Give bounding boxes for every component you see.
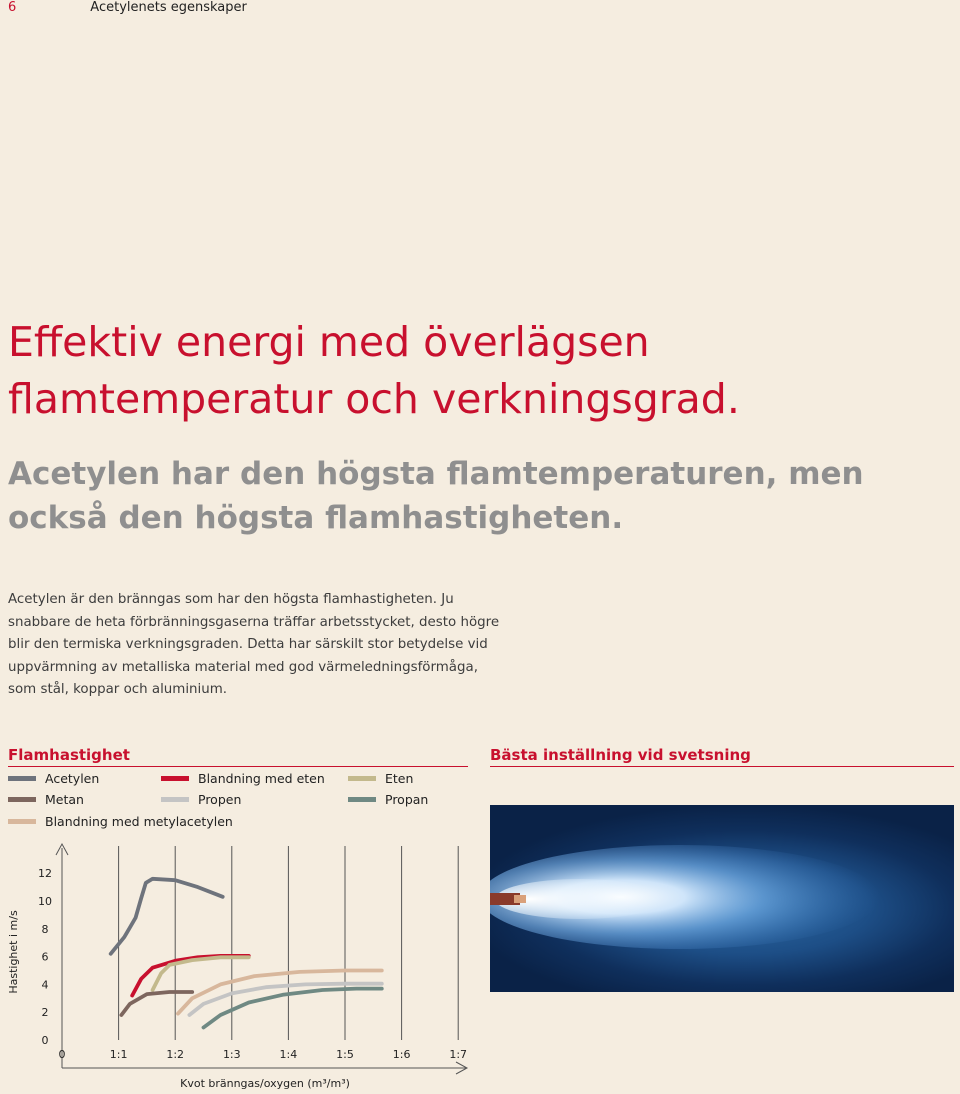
chart-title: Flamhastighet — [8, 746, 130, 764]
legend-item — [8, 813, 233, 829]
x-axis-label: Kvot bränngas/oxygen (m³/m³) — [180, 1077, 350, 1090]
legend-swatch — [161, 776, 189, 781]
chart-title-rule — [8, 766, 468, 767]
legend-label: Blandning med eten — [198, 770, 325, 786]
legend-item — [348, 791, 428, 807]
legend-swatch — [348, 776, 376, 781]
y-tick-label: 2 — [41, 1006, 49, 1020]
y-tick-label: 8 — [41, 922, 49, 936]
series-line — [111, 879, 223, 954]
subheadline: Acetylen har den högsta flamtemperaturen, men också den högsta flamhastigheten. — [8, 456, 864, 536]
photo-section-title: Bästa inställning vid svetsning — [490, 746, 751, 764]
legend-swatch — [348, 797, 376, 802]
page-header — [8, 0, 247, 16]
legend-item — [8, 791, 84, 807]
x-tick-labels — [59, 1048, 468, 1061]
legend-swatch — [8, 776, 36, 781]
page-number: 6 — [8, 0, 17, 15]
header-title: Acetylenets egenskaper — [90, 0, 247, 15]
legend-item — [161, 791, 241, 807]
y-tick-label: 6 — [41, 950, 49, 964]
y-tick-label: 12 — [38, 867, 52, 881]
y-tick-label: 10 — [38, 895, 52, 908]
x-tick-label: 1:1 — [109, 1048, 128, 1061]
headline: Effektiv energi med överlägsen flamtemperatur och verkningsgrad. — [8, 318, 740, 423]
legend-label: Propan — [385, 791, 429, 807]
legend-label: Blandning med metylacetylen — [45, 813, 233, 829]
y-tick-label: 0 — [41, 1034, 49, 1047]
photo-title-rule — [490, 766, 954, 767]
legend-item — [8, 770, 99, 786]
x-tick-label: 1:7 — [449, 1048, 468, 1061]
x-tick-label: 1:4 — [279, 1048, 298, 1061]
x-tick-label: 1:3 — [222, 1048, 241, 1061]
x-tick-label: 1:2 — [166, 1048, 185, 1061]
x-tick-label: 1:5 — [336, 1048, 354, 1061]
y-tick-label: 4 — [41, 978, 49, 992]
flame-speed-chart — [0, 838, 480, 1094]
legend-label: Propen — [198, 791, 242, 807]
legend-swatch — [8, 797, 36, 802]
y-axis-label: Hastighet i m/s — [7, 910, 20, 994]
series-line — [178, 971, 382, 1014]
legend-label: Acetylen — [45, 770, 100, 786]
chart-legend — [8, 770, 468, 834]
legend-swatch — [8, 819, 36, 824]
chart-grid — [119, 846, 459, 1040]
legend-label: Eten — [385, 770, 414, 786]
flame-photo — [490, 805, 954, 992]
flame-illustration — [490, 805, 954, 992]
legend-item — [161, 770, 325, 786]
chart-series — [111, 879, 382, 1028]
y-tick-labels — [38, 867, 52, 1047]
x-tick-label: 1:6 — [392, 1048, 411, 1061]
legend-item — [348, 770, 413, 786]
legend-swatch — [161, 797, 189, 802]
legend-label: Metan — [45, 791, 84, 807]
body-paragraph: Acetylen är den bränngas som har den högsta flamhastigheten. Ju snabbare de heta förbränningsgaserna träffar arbetsstycket, desto högre blir den termiska verkningsgraden. Detta har särskilt stor betydelse vid uppvärmning av metalliska material med god värmeledningsförmåga, som stål, koppar och aluminium. — [8, 592, 500, 698]
chart-axes — [56, 844, 467, 1074]
x-tick-label: 0 — [58, 1048, 66, 1061]
